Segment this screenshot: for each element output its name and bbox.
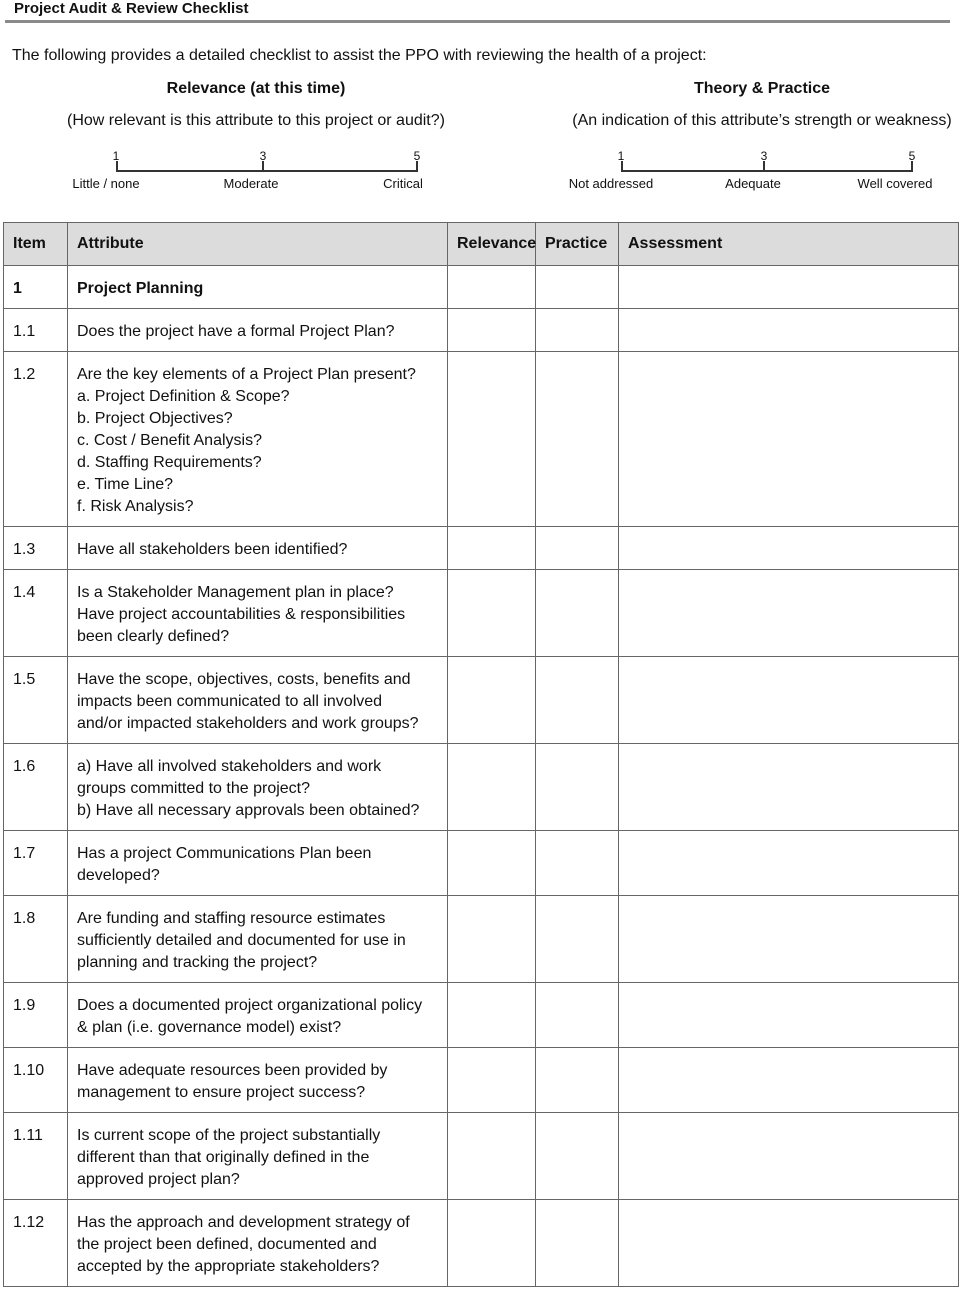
row-assessment-cell[interactable] (619, 831, 959, 896)
practice-scale-label: Not addressed (568, 176, 654, 191)
practice-scale-number: 5 (908, 149, 916, 163)
row-relevance-cell[interactable] (448, 266, 536, 309)
row-item-number: 1.6 (4, 744, 68, 831)
row-item-number: 1.12 (4, 1200, 68, 1287)
row-assessment-cell[interactable] (619, 1200, 959, 1287)
row-attribute: Is current scope of the project substantially different than that originally defined in the approved project plan? (68, 1113, 448, 1200)
row-assessment-cell[interactable] (619, 309, 959, 352)
table-row (4, 744, 959, 831)
row-attribute: Does the project have a formal Project Plan? (68, 309, 448, 352)
row-item-number: 1.5 (4, 657, 68, 744)
row-practice-cell[interactable] (536, 352, 619, 527)
checklist-table (3, 222, 959, 1287)
table-header-row (4, 223, 959, 266)
row-relevance-cell[interactable] (448, 983, 536, 1048)
relevance-question: (How relevant is this attribute to this project or audit?) (67, 112, 445, 129)
row-practice-cell[interactable] (536, 1113, 619, 1200)
row-practice-cell[interactable] (536, 1048, 619, 1113)
row-assessment-cell[interactable] (619, 1113, 959, 1200)
practice-scale-label: Adequate (725, 176, 781, 191)
row-attribute: Have the scope, objectives, costs, benefits and impacts been communicated to all involved and/or impacted stakeholders and work groups? (68, 657, 448, 744)
relevance-scale (72, 149, 423, 199)
table-row (4, 1048, 959, 1113)
practice-scale (568, 149, 933, 199)
relevance-scale-label: Moderate (223, 176, 279, 191)
row-item-number: 1.8 (4, 896, 68, 983)
title-underline (5, 20, 950, 23)
row-practice-cell[interactable] (536, 570, 619, 657)
table-row (4, 657, 959, 744)
row-assessment-cell[interactable] (619, 570, 959, 657)
table-row (4, 1113, 959, 1200)
row-assessment-cell[interactable] (619, 266, 959, 309)
relevance-scale-number: 1 (112, 149, 120, 163)
row-item-number: 1.11 (4, 1113, 68, 1200)
relevance-scale-number: 3 (259, 149, 267, 163)
row-relevance-cell[interactable] (448, 309, 536, 352)
row-attribute: Does a documented project organizational policy & plan (i.e. governance model) exist? (68, 983, 448, 1048)
relevance-scale-line (116, 170, 418, 172)
row-assessment-cell[interactable] (619, 744, 959, 831)
row-practice-cell[interactable] (536, 1200, 619, 1287)
row-attribute: Are the key elements of a Project Plan present? a. Project Definition & Scope? b. Project Objectives? c. Cost / Benefit Analysis? d. Staffing Requirements? e. Time Line? f. Risk Analysis? (68, 352, 448, 527)
row-practice-cell[interactable] (536, 266, 619, 309)
practice-heading: Theory & Practice (693, 80, 831, 97)
document-title: Project Audit & Review Checklist (14, 0, 249, 17)
row-attribute: Have adequate resources been provided by management to ensure project success? (68, 1048, 448, 1113)
header-assessment: Assessment (619, 223, 959, 266)
row-attribute: a) Have all involved stakeholders and work groups committed to the project? b) Have all necessary approvals been obtained? (68, 744, 448, 831)
relevance-scale-label: Little / none (72, 176, 140, 191)
row-assessment-cell[interactable] (619, 352, 959, 527)
practice-scale-label: Well covered (857, 176, 933, 191)
row-assessment-cell[interactable] (619, 527, 959, 570)
row-attribute: Are funding and staffing resource estimates sufficiently detailed and documented for use in planning and tracking the project? (68, 896, 448, 983)
row-relevance-cell[interactable] (448, 657, 536, 744)
row-relevance-cell[interactable] (448, 570, 536, 657)
row-item-number: 1 (4, 266, 68, 309)
row-practice-cell[interactable] (536, 983, 619, 1048)
row-item-number: 1.3 (4, 527, 68, 570)
row-relevance-cell[interactable] (448, 1113, 536, 1200)
table-row (4, 896, 959, 983)
table-row (4, 983, 959, 1048)
row-assessment-cell[interactable] (619, 1048, 959, 1113)
row-relevance-cell[interactable] (448, 896, 536, 983)
row-relevance-cell[interactable] (448, 352, 536, 527)
row-item-number: 1.2 (4, 352, 68, 527)
table-row (4, 352, 959, 527)
row-practice-cell[interactable] (536, 527, 619, 570)
row-assessment-cell[interactable] (619, 983, 959, 1048)
row-practice-cell[interactable] (536, 657, 619, 744)
row-item-number: 1.1 (4, 309, 68, 352)
row-attribute: Is a Stakeholder Management plan in place? Have project accountabilities & responsibilities been clearly defined? (68, 570, 448, 657)
row-item-number: 1.9 (4, 983, 68, 1048)
row-relevance-cell[interactable] (448, 744, 536, 831)
row-practice-cell[interactable] (536, 831, 619, 896)
header-practice: Practice (536, 223, 619, 266)
row-practice-cell[interactable] (536, 309, 619, 352)
table-row (4, 309, 959, 352)
row-assessment-cell[interactable] (619, 896, 959, 983)
relevance-scale-number: 5 (413, 149, 421, 163)
header-item: Item (4, 223, 68, 266)
row-practice-cell[interactable] (536, 744, 619, 831)
practice-scale-line (621, 170, 913, 172)
practice-question: (An indication of this attribute’s strength or weakness) (572, 112, 952, 129)
table-row (4, 1200, 959, 1287)
table-row (4, 831, 959, 896)
row-attribute: Has a project Communications Plan been developed? (68, 831, 448, 896)
row-relevance-cell[interactable] (448, 1200, 536, 1287)
header-relevance: Relevance (448, 223, 536, 266)
row-attribute: Project Planning (68, 266, 448, 309)
row-practice-cell[interactable] (536, 896, 619, 983)
row-item-number: 1.10 (4, 1048, 68, 1113)
row-assessment-cell[interactable] (619, 657, 959, 744)
table-row (4, 570, 959, 657)
relevance-heading: Relevance (at this time) (166, 80, 346, 97)
header-attribute: Attribute (68, 223, 448, 266)
practice-scale-number: 3 (760, 149, 768, 163)
table-row (4, 527, 959, 570)
intro-text: The following provides a detailed checklist to assist the PPO with reviewing the health of a project: (12, 47, 707, 64)
row-attribute: Has the approach and development strategy of the project been defined, documented and accepted by the appropriate stakeholders? (68, 1200, 448, 1287)
row-item-number: 1.4 (4, 570, 68, 657)
row-relevance-cell[interactable] (448, 1048, 536, 1113)
relevance-scale-label: Critical (383, 176, 423, 191)
row-item-number: 1.7 (4, 831, 68, 896)
row-attribute: Have all stakeholders been identified? (68, 527, 448, 570)
table-row (4, 266, 959, 309)
practice-scale-number: 1 (617, 149, 625, 163)
row-relevance-cell[interactable] (448, 527, 536, 570)
row-relevance-cell[interactable] (448, 831, 536, 896)
